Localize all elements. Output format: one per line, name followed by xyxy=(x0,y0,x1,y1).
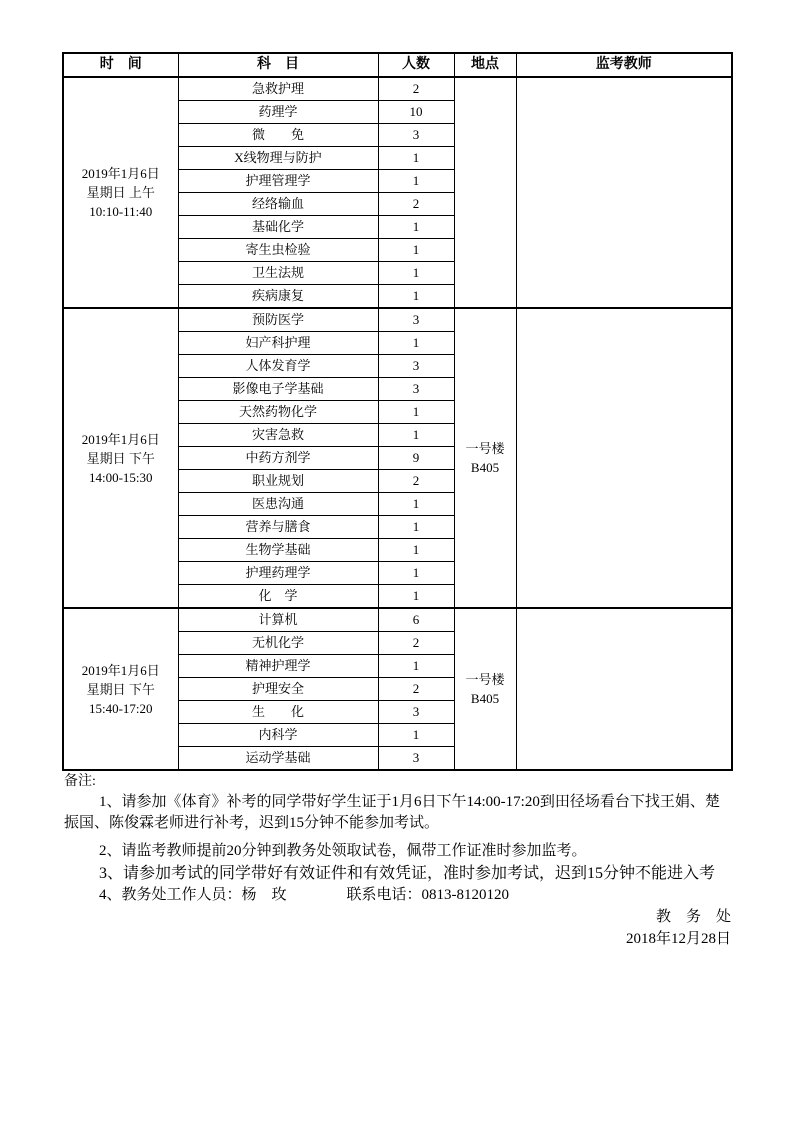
time-line: 10:10-11:40 xyxy=(89,204,153,219)
subject-cell: 药理学 xyxy=(178,101,378,124)
count-cell: 1 xyxy=(378,655,454,678)
count-cell: 2 xyxy=(378,678,454,701)
col-header-location: 地点 xyxy=(454,53,516,77)
subject-cell: 生 化 xyxy=(178,701,378,724)
subject-cell: 妇产科护理 xyxy=(178,332,378,355)
col-header-count: 人数 xyxy=(378,53,454,77)
subject-cell: 卫生法规 xyxy=(178,262,378,285)
table-row xyxy=(63,608,732,632)
count-cell: 1 xyxy=(378,147,454,170)
count-cell: 1 xyxy=(378,170,454,193)
subject-cell: 护理药理学 xyxy=(178,562,378,585)
table-row xyxy=(63,77,732,101)
invigilator-cell-block2 xyxy=(516,308,732,608)
location-line: B405 xyxy=(470,460,500,475)
time-line: 15:40-17:20 xyxy=(88,700,153,716)
note-text: 3、请参加考试的同学带好有效证件和有效凭证，准时参加考试，迟到15分钟不能进入考 xyxy=(99,865,716,882)
location-cell-block2 xyxy=(454,308,516,608)
subject-cell: 基础化学 xyxy=(178,216,378,239)
header-row xyxy=(63,53,732,77)
count-cell: 1 xyxy=(378,493,454,516)
time-line: 2019年1月6日 xyxy=(81,662,160,678)
count-cell: 1 xyxy=(378,285,454,309)
location-line: 一号楼 xyxy=(465,672,505,687)
subject-cell: 精神护理学 xyxy=(178,655,378,678)
count-cell: 1 xyxy=(378,239,454,262)
note-1 xyxy=(64,792,734,834)
exam-schedule-table xyxy=(62,52,733,771)
count-cell: 1 xyxy=(378,516,454,539)
subject-cell: 无机化学 xyxy=(178,632,378,655)
count-cell: 10 xyxy=(378,101,454,124)
time-line: 星期日 下午 xyxy=(86,450,155,466)
subject-cell: 中药方剂学 xyxy=(178,447,378,470)
time-line: 星期日 上午 xyxy=(86,185,155,200)
note-text: 振国、陈俊霖老师进行补考，迟到15分钟不能参加考试。 xyxy=(64,815,440,831)
count-cell: 1 xyxy=(378,262,454,285)
count-cell: 3 xyxy=(378,124,454,147)
subject-cell: 天然药物化学 xyxy=(178,401,378,424)
subject-cell: 预防医学 xyxy=(178,308,378,332)
subject-cell: 微 免 xyxy=(178,124,378,147)
count-cell: 1 xyxy=(378,216,454,239)
subject-cell: 影像电子学基础 xyxy=(178,378,378,401)
time-line: 2019年1月6日 xyxy=(81,166,160,181)
time-line: 星期日 下午 xyxy=(86,681,155,697)
count-cell: 9 xyxy=(378,447,454,470)
subject-cell: 护理管理学 xyxy=(178,170,378,193)
count-cell: 3 xyxy=(378,308,454,332)
subject-cell: 寄生虫检验 xyxy=(178,239,378,262)
col-header-subject: 科 目 xyxy=(178,53,378,77)
time-cell-block3 xyxy=(63,608,178,770)
subject-cell: 营养与膳食 xyxy=(178,516,378,539)
count-cell: 1 xyxy=(378,562,454,585)
count-cell: 1 xyxy=(378,332,454,355)
invigilator-cell-block1 xyxy=(516,77,732,308)
signature-department: 教 务 处 xyxy=(655,909,731,925)
time-line: 2019年1月6日 xyxy=(81,431,160,447)
subject-cell: 运动学基础 xyxy=(178,747,378,771)
count-cell: 2 xyxy=(378,470,454,493)
location-line: 一号楼 xyxy=(465,441,505,456)
note-2 xyxy=(64,841,734,862)
location-cell-block1 xyxy=(454,77,516,308)
col-header-time: 时 间 xyxy=(63,53,178,77)
count-cell: 6 xyxy=(378,608,454,632)
subject-cell: 医患沟通 xyxy=(178,493,378,516)
note-text: 2、请监考教师提前20分钟到教务处领取试卷，佩带工作证准时参加监考。 xyxy=(99,843,587,859)
note-4 xyxy=(64,885,734,906)
time-cell-block1 xyxy=(63,77,178,308)
subject-cell: X线物理与防护 xyxy=(178,147,378,170)
location-line: B405 xyxy=(470,691,500,706)
remarks-label: 备注: xyxy=(64,774,96,789)
subject-cell: 护理安全 xyxy=(178,678,378,701)
count-cell: 1 xyxy=(378,401,454,424)
note-3 xyxy=(64,863,734,884)
subject-cell: 内科学 xyxy=(178,724,378,747)
count-cell: 1 xyxy=(378,424,454,447)
count-cell: 2 xyxy=(378,632,454,655)
subject-cell: 职业规划 xyxy=(178,470,378,493)
invigilator-cell-block3 xyxy=(516,608,732,770)
subject-cell: 经络输血 xyxy=(178,193,378,216)
note-text: 4、教务处工作人员：杨 玫 联系电话：0813-8120120 xyxy=(99,887,509,903)
signature-date: 2018年12月28日 xyxy=(625,931,731,947)
remarks-notes xyxy=(64,792,734,907)
count-cell: 3 xyxy=(378,747,454,771)
col-header-invigilator: 监考教师 xyxy=(516,53,732,77)
time-line: 14:00-15:30 xyxy=(88,469,153,485)
subject-cell: 疾病康复 xyxy=(178,285,378,309)
subject-cell: 灾害急救 xyxy=(178,424,378,447)
count-cell: 3 xyxy=(378,355,454,378)
count-cell: 1 xyxy=(378,539,454,562)
count-cell: 3 xyxy=(378,378,454,401)
subject-cell: 急救护理 xyxy=(178,77,378,101)
count-cell: 3 xyxy=(378,701,454,724)
subject-cell: 计算机 xyxy=(178,608,378,632)
count-cell: 2 xyxy=(378,77,454,101)
subject-cell: 化 学 xyxy=(178,585,378,609)
table-row xyxy=(63,308,732,332)
note-text: 1、请参加《体育》补考的同学带好学生证于1月6日下午14:00-17:20到田径场看台下找王娟、楚 xyxy=(99,794,720,810)
time-cell-block2 xyxy=(63,308,178,608)
subject-cell: 生物学基础 xyxy=(178,539,378,562)
subject-cell: 人体发育学 xyxy=(178,355,378,378)
count-cell: 2 xyxy=(378,193,454,216)
count-cell: 1 xyxy=(378,724,454,747)
count-cell: 1 xyxy=(378,585,454,609)
location-cell-block3 xyxy=(454,608,516,770)
